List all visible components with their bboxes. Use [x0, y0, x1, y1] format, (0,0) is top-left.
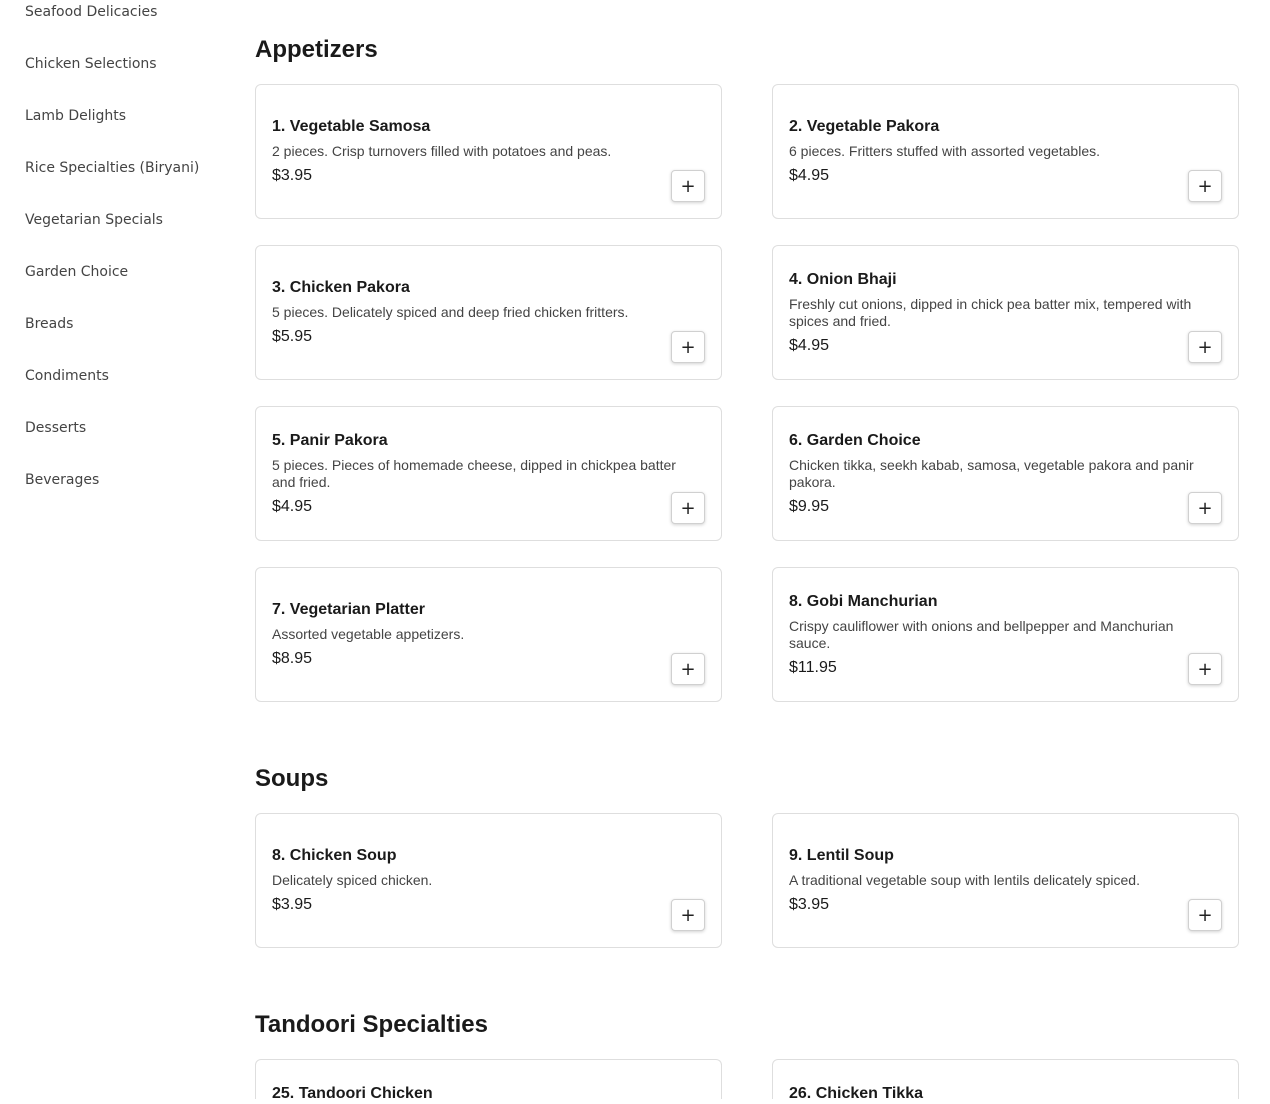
- menu-item-name: 5. Panir Pakora: [272, 431, 388, 449]
- menu-item-description: A traditional vegetable soup with lentils delicately spiced.: [789, 872, 1140, 888]
- sidebar-item-condiments[interactable]: Condiments: [25, 368, 109, 384]
- sidebar-item-lamb-delights[interactable]: Lamb Delights: [25, 108, 127, 124]
- sidebar-item-chicken-selections[interactable]: Chicken Selections: [25, 56, 157, 72]
- sidebar-item-vegetarian-specials[interactable]: Vegetarian Specials: [25, 212, 163, 228]
- menu-item-name: 8. Gobi Manchurian: [789, 592, 938, 610]
- add-to-cart-button[interactable]: [1188, 331, 1222, 363]
- menu-item-name: 25. Tandoori Chicken: [272, 1085, 433, 1102]
- plus-icon: +: [1197, 336, 1213, 358]
- menu-item-card: [255, 567, 722, 702]
- plus-icon: +: [680, 175, 696, 197]
- menu-item-card: [772, 245, 1239, 380]
- menu-item-description: Freshly cut onions, dipped in chick pea batter mix, tempered with spices and fried.: [789, 295, 1192, 329]
- menu-item-price: $3.95: [272, 896, 313, 913]
- menu-item-card: [772, 1059, 1239, 1102]
- plus-icon: +: [1197, 658, 1213, 680]
- menu-item-name: 3. Chicken Pakora: [272, 279, 410, 296]
- plus-icon: +: [1197, 497, 1213, 519]
- section-title-tandoori-specialties: Tandoori Specialties: [255, 1011, 488, 1038]
- sidebar-item-garden-choice[interactable]: Garden Choice: [25, 264, 129, 280]
- menu-item-name: 8. Chicken Soup: [272, 847, 397, 864]
- add-to-cart-button[interactable]: [671, 331, 705, 363]
- add-to-cart-button[interactable]: [671, 492, 705, 524]
- section-title-soups: Soups: [255, 765, 329, 792]
- menu-item-name: 7. Vegetarian Platter: [272, 601, 425, 618]
- menu-item-card: [255, 84, 722, 219]
- sidebar-item-rice-specialties[interactable]: Rice Specialties (Biryani): [25, 160, 200, 176]
- menu-item-description: 5 pieces. Delicately spiced and deep fried chicken fritters.: [272, 304, 629, 320]
- menu-item-name: 26. Chicken Tikka: [789, 1085, 923, 1102]
- plus-icon: +: [680, 336, 696, 358]
- menu-item-card: [255, 245, 722, 380]
- menu-item-name: 2. Vegetable Pakora: [789, 118, 940, 135]
- menu-item-price: $4.95: [272, 497, 313, 515]
- menu-item-name: 6. Garden Choice: [789, 431, 921, 449]
- menu-item-price: $9.95: [789, 497, 830, 515]
- plus-icon: +: [680, 904, 696, 926]
- menu-item-description: 2 pieces. Crisp turnovers filled with potatoes and peas.: [272, 143, 612, 159]
- menu-item-price: $3.95: [789, 896, 830, 913]
- sidebar-item-beverages[interactable]: Beverages: [25, 472, 100, 488]
- menu-item-description: 6 pieces. Fritters stuffed with assorted vegetables.: [789, 143, 1101, 159]
- menu-item-card: [772, 567, 1239, 702]
- menu-content: [255, 0, 1241, 1102]
- menu-item-name: 9. Lentil Soup: [789, 847, 894, 864]
- add-to-cart-button[interactable]: [671, 899, 705, 931]
- menu-item-price: $4.95: [789, 336, 830, 354]
- add-to-cart-button[interactable]: [671, 653, 705, 685]
- menu-item-card: [772, 84, 1239, 219]
- menu-item-card: [255, 813, 722, 948]
- menu-item-price: $8.95: [272, 650, 313, 667]
- plus-icon: +: [1197, 175, 1213, 197]
- menu-item-price: $4.95: [789, 167, 830, 184]
- add-to-cart-button[interactable]: [1188, 899, 1222, 931]
- menu-item-price: $11.95: [789, 658, 837, 676]
- section-title-appetizers: Appetizers: [255, 36, 378, 63]
- menu-item-card: [255, 1059, 722, 1102]
- add-to-cart-button[interactable]: [1188, 170, 1222, 202]
- add-to-cart-button[interactable]: [671, 170, 705, 202]
- menu-item-price: $5.95: [272, 328, 313, 345]
- menu-item-card: [772, 813, 1239, 948]
- menu-item-description: 5 pieces. Pieces of homemade cheese, dipped in chickpea batter and fried.: [272, 456, 676, 490]
- menu-item-card: [772, 406, 1239, 541]
- plus-icon: +: [680, 497, 696, 519]
- plus-icon: +: [1197, 904, 1213, 926]
- sidebar-item-breads[interactable]: Breads: [25, 316, 74, 332]
- add-to-cart-button[interactable]: [1188, 653, 1222, 685]
- sidebar-item-seafood-delicacies[interactable]: Seafood Delicacies: [25, 4, 158, 20]
- menu-item-price: $3.95: [272, 167, 313, 184]
- category-sidebar: [0, 0, 230, 1099]
- menu-item-card: [255, 406, 722, 541]
- menu-item-description: Assorted vegetable appetizers.: [272, 626, 465, 642]
- menu-item-description: Crispy cauliflower with onions and bellpepper and Manchurian sauce.: [789, 617, 1174, 651]
- plus-icon: +: [680, 658, 696, 680]
- menu-item-name: 4. Onion Bhaji: [789, 270, 897, 288]
- menu-item-name: 1. Vegetable Samosa: [272, 118, 431, 135]
- sidebar-item-desserts[interactable]: Desserts: [25, 420, 87, 436]
- add-to-cart-button[interactable]: [1188, 492, 1222, 524]
- menu-item-description: Chicken tikka, seekh kabab, samosa, vegetable pakora and panir pakora.: [789, 456, 1194, 490]
- menu-item-description: Delicately spiced chicken.: [272, 872, 433, 888]
